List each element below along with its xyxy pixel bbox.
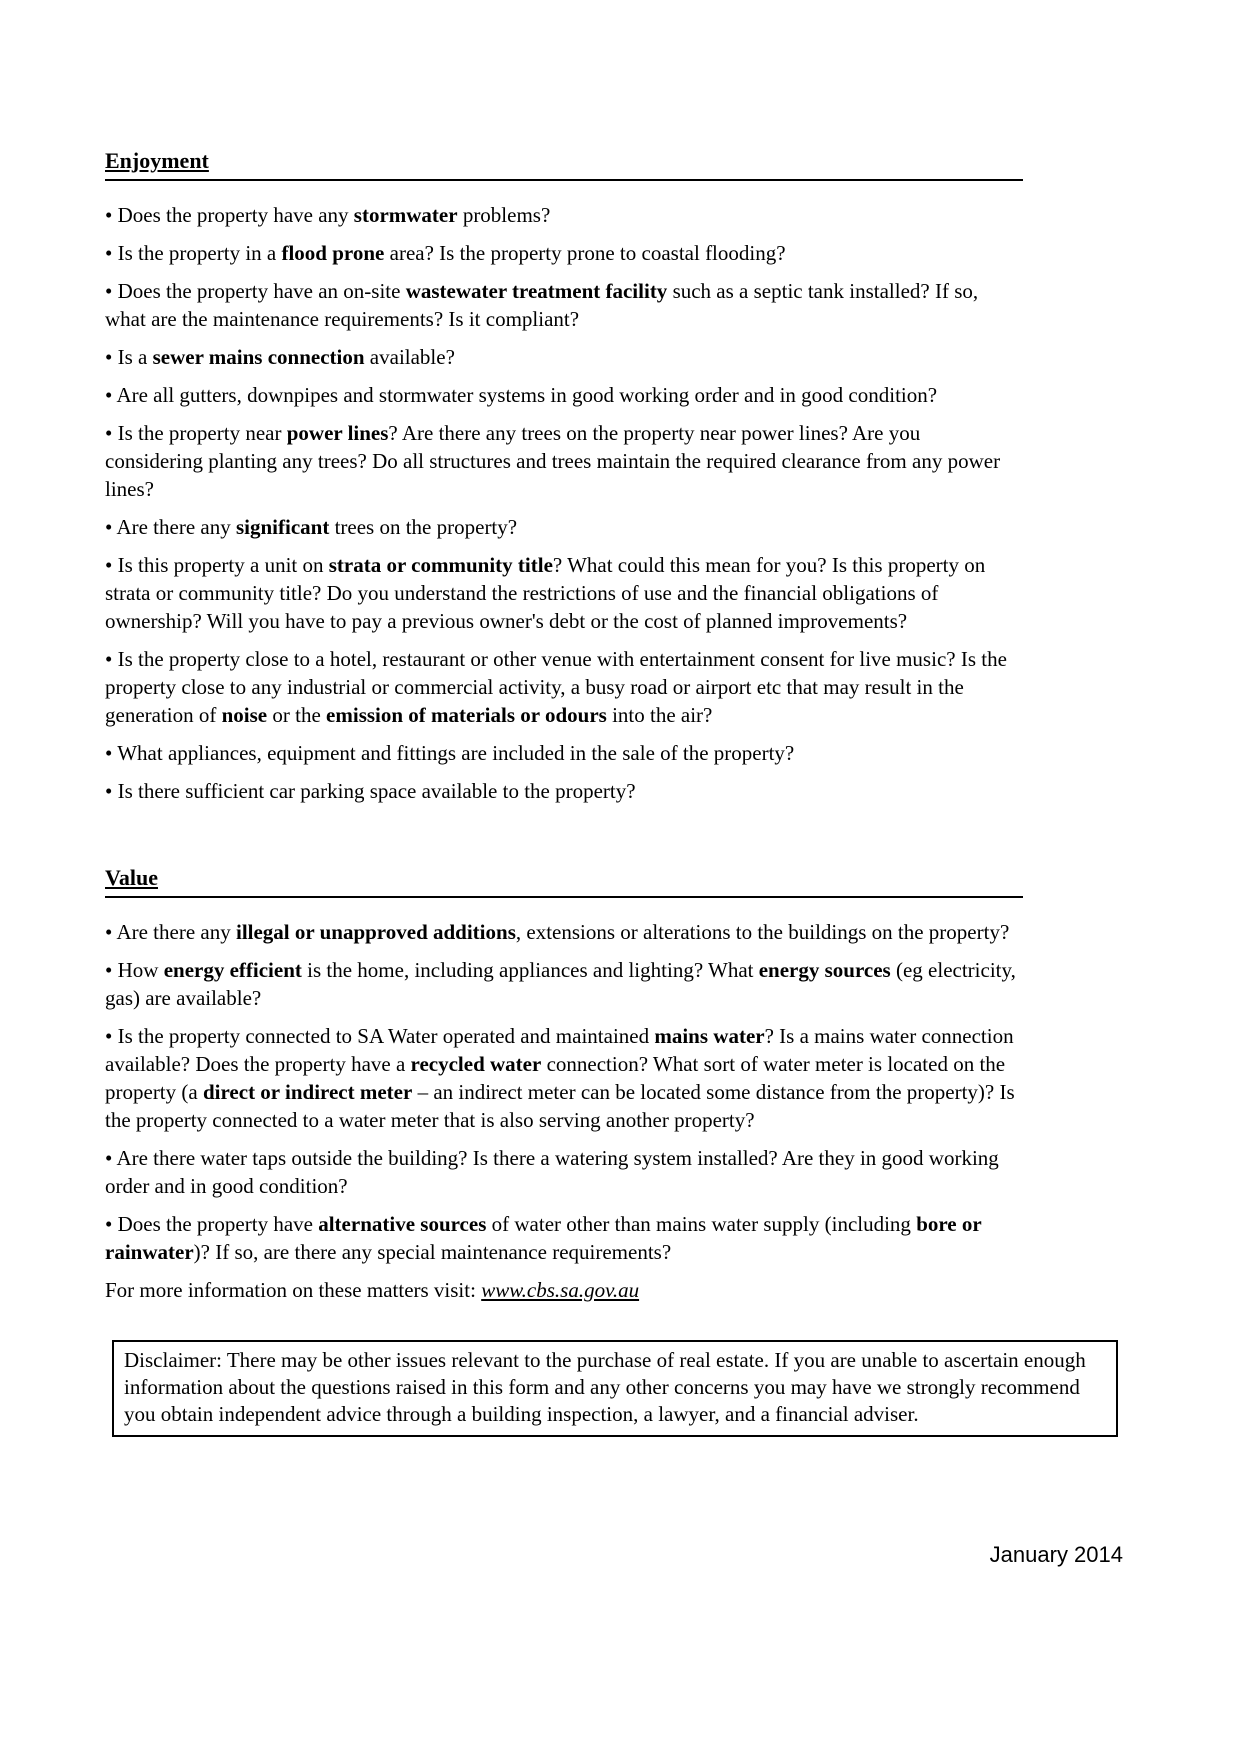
bullet-list-value bbox=[105, 918, 1023, 1266]
info-line bbox=[105, 1276, 1023, 1304]
bullet-item: • What appliances, equipment and fittings are included in the sale of the property? bbox=[105, 741, 795, 765]
bullet-item: • Are there any illegal or unapproved additions, extensions or alterations to the buildings on the property? bbox=[105, 920, 1010, 944]
info-line-text: For more information on these matters visit: bbox=[105, 1278, 482, 1302]
bullet-item: • Is there sufficient car parking space available to the property? bbox=[105, 779, 636, 803]
section-heading-value bbox=[105, 863, 1023, 898]
cbs-website-link[interactable]: www.cbs.sa.gov.au bbox=[481, 1278, 640, 1302]
bullet-item: • Is the property in a flood prone area? Is the property prone to coastal flooding? bbox=[105, 241, 786, 265]
bullet-item: • Does the property have an on-site wastewater treatment facility such as a septic tank installed? If so, what are the maintenance requirements? Is it compliant? bbox=[105, 279, 979, 331]
bullet-item: • Does the property have any stormwater problems? bbox=[105, 203, 551, 227]
section-heading-enjoyment bbox=[105, 146, 1023, 181]
section-heading-enjoyment-text: Enjoyment bbox=[105, 148, 209, 173]
bullet-item: • Is the property close to a hotel, restaurant or other venue with entertainment consent for live music? Is the property close to any industrial or commercial activity, a busy road or airport etc that may result in the generation of noise or the emission of materials or odours into the air? bbox=[105, 647, 1007, 727]
bullet-item: • Does the property have alternative sources of water other than mains water supply (including bore or rainwater)? If so, are there any special maintenance requirements? bbox=[105, 1212, 982, 1264]
bullet-item: • Are all gutters, downpipes and stormwater systems in good working order and in good condition? bbox=[105, 383, 938, 407]
bullet-item: • Are there water taps outside the building? Is there a watering system installed? Are they in good working order and in good condition? bbox=[105, 1146, 999, 1198]
bullet-list-enjoyment bbox=[105, 201, 1023, 805]
disclaimer-box bbox=[112, 1340, 1118, 1437]
bullet-item: • How energy efficient is the home, including appliances and lighting? What energy sources (eg electricity, gas) are available? bbox=[105, 958, 1016, 1010]
section-heading-value-text: Value bbox=[105, 865, 158, 890]
document-content bbox=[105, 146, 1086, 1437]
bullet-item: • Is a sewer mains connection available? bbox=[105, 345, 455, 369]
bullet-item: • Are there any significant trees on the property? bbox=[105, 515, 518, 539]
section-enjoyment bbox=[105, 146, 1023, 805]
disclaimer-text: Disclaimer: There may be other issues relevant to the purchase of real estate. If you are unable to ascertain enough information about the questions raised in this form and any other concerns you may have we strongly recommend you obtain independent advice through a building inspection, a lawyer, and a financial adviser. bbox=[124, 1348, 1086, 1426]
section-value bbox=[105, 863, 1023, 1266]
footer-date: January 2014 bbox=[989, 1542, 1123, 1567]
bullet-item: • Is the property near power lines? Are there any trees on the property near power lines? Are you considering planting any trees? Do all structures and trees maintain the required clearance from any power lines? bbox=[105, 421, 1001, 501]
bullet-item: • Is the property connected to SA Water operated and maintained mains water? Is a mains water connection available? Does the property have a recycled water connection? What sort of water meter is located on the property (a direct or indirect meter – an indirect meter can be located some distance from the property)? Is the property connected to a water meter that is also serving another property? bbox=[105, 1024, 1015, 1132]
bullet-item: • Is this property a unit on strata or community title? What could this mean for you? Is this property on strata or community title? Do you understand the restrictions of use and the financial obligations of ownership? Will you have to pay a previous owner's debt or the cost of planned improvements? bbox=[105, 553, 986, 633]
